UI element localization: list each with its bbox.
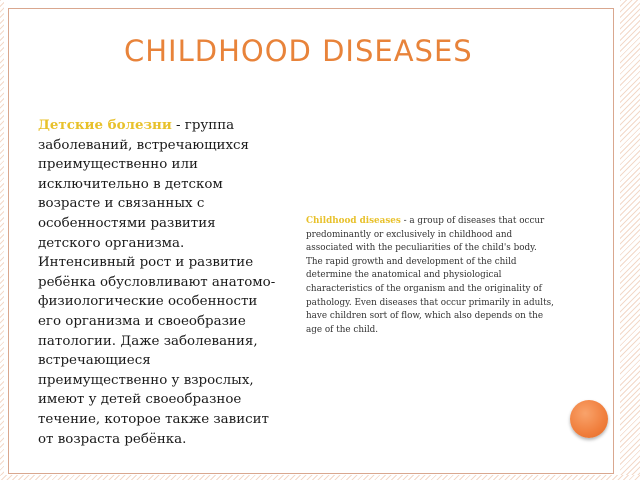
slide-title: CHILDHOOD DISEASES: [124, 34, 473, 68]
left-stripe-decoration: [0, 0, 4, 480]
bottom-stripe-decoration: [0, 475, 640, 480]
russian-body: - группа заболеваний, встречающихся преимущественно или исключительно в детском возрасте и связанных с особенностями развития детского организма. Интенсивный рост и развитие ребёнка обусловливают анатомо-физиологические особенности его организма и своеобразие патологии. Даже заболевания, встречающиеся преимущественно у взрослых, имеют у детей своеобразное течение, которое также зависит от возраста ребёнка.: [38, 118, 276, 447]
english-body: - a group of diseases that occur predominantly or exclusively in childhood and associated with the peculiarities of the child's body. The rapid growth and development of the child determine the anatomical and physiological characteristics of the organism and the originality of pathology. Even diseases that occur primarily in adults, have children sort of flow, which also depends on the age of the child.: [306, 216, 554, 335]
english-definition: [306, 215, 556, 337]
russian-term: Детские болезни: [38, 117, 172, 133]
right-stripe-decoration: [620, 0, 640, 480]
decorative-circle-icon: [570, 400, 608, 438]
english-term: Childhood diseases: [306, 216, 401, 226]
russian-definition: [38, 116, 282, 449]
